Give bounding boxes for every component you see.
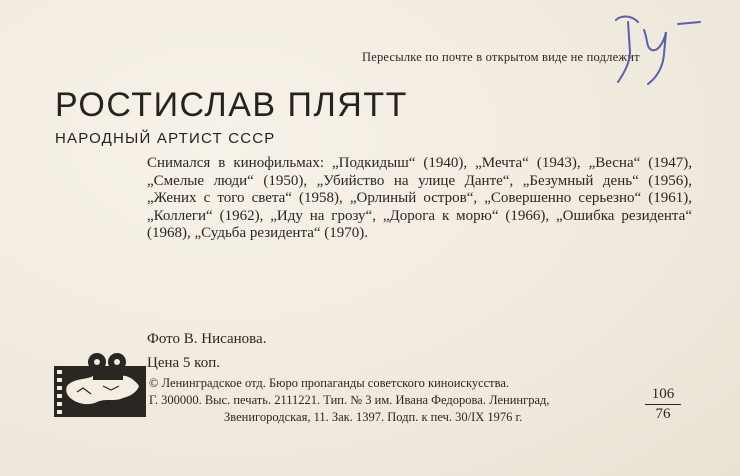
- catalog-code: [645, 386, 681, 423]
- price-label: Цена 5 коп.: [147, 355, 220, 371]
- actor-name: РОСТИСЛАВ ПЛЯТТ: [55, 86, 408, 124]
- catalog-code-denominator: 76: [655, 406, 671, 422]
- photo-credit: Фото В. Нисанова.: [147, 331, 267, 347]
- catalog-code-numerator: 106: [645, 386, 681, 405]
- imprint-block: [149, 375, 639, 426]
- film-camera-map-logo-icon: [53, 352, 147, 418]
- imprint-line: Г. 300000. Выс. печать. 2111221. Тип. № 3 им. Ивана Федорова. Ленинград,: [149, 393, 550, 407]
- filmography-text: Снимался в кинофильмах: „Подкидыш“ (1940), „Мечта“ (1943), „Весна“ (1947), „Смелые люди“ (1950), „Убийство на улице Данте“, „Безумный день“ (1956), „Жених с того света“ (1958), „Орлиный остров“, „Совершенно серьезно“ (1961), „Коллеги“ (1962), „Иду на грозу“, „Дорога к морю“ (1966), „Ошибка резидента“ (1968), „Судьба резидента“ (1970).: [147, 155, 692, 241]
- handwritten-mark-icon: [608, 12, 708, 92]
- actor-title: НАРОДНЫЙ АРТИСТ СССР: [55, 130, 276, 147]
- postal-restriction-note: Пересылке по почте в открытом виде не подлежит: [362, 50, 640, 64]
- imprint-line: © Ленинградское отд. Бюро пропаганды советского киноискусства.: [149, 376, 510, 390]
- imprint-line: Звенигородская, 11. Зак. 1397. Подп. к печ. 30/IX 1976 г.: [224, 410, 523, 424]
